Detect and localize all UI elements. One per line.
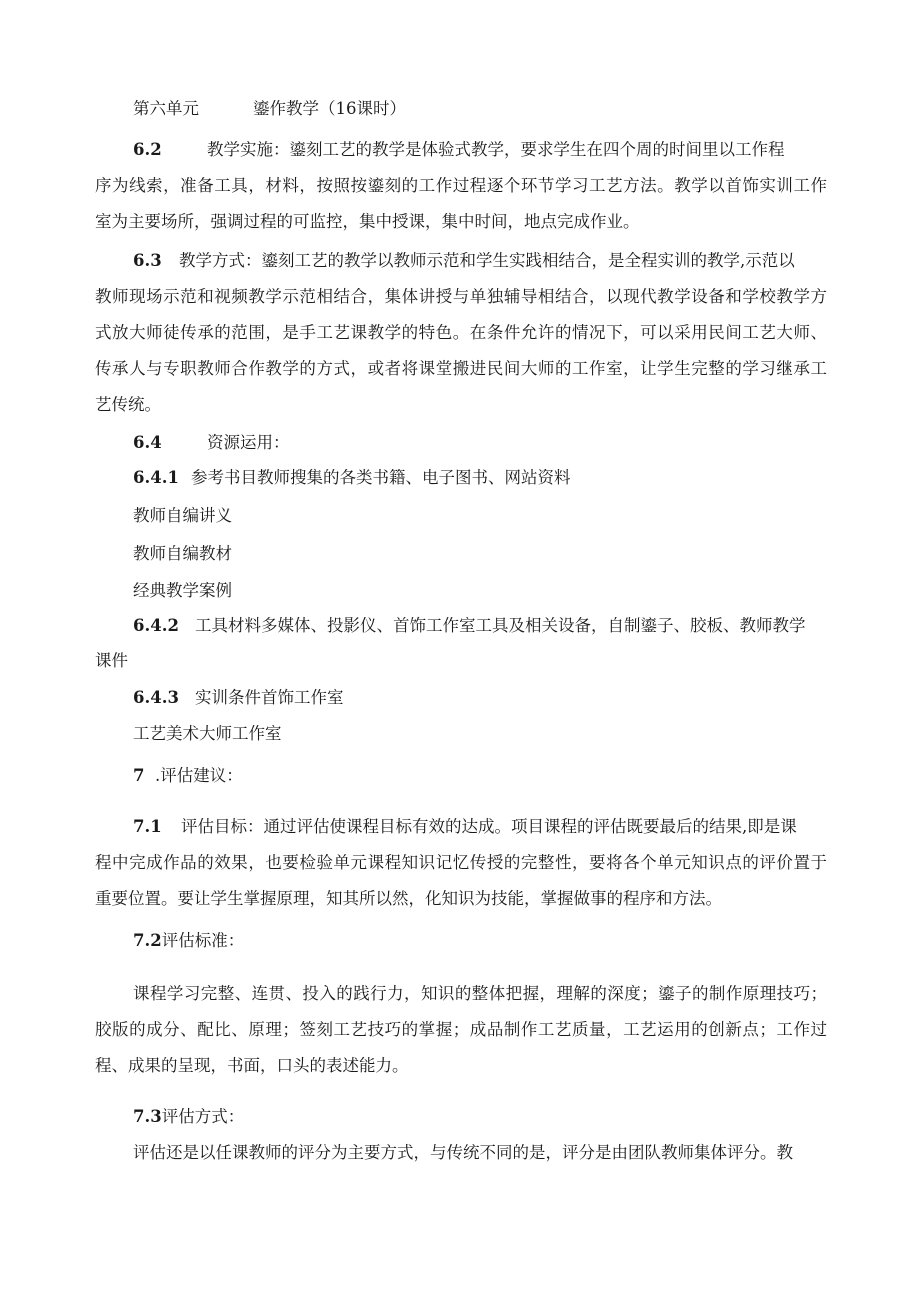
section-6-3-line-4: 传承人与专职教师合作教学的方式，或者将课堂搬进民间大师的工作室，让学生完整的学习继承工 xyxy=(95,359,827,378)
section-6-4-2-line-1 xyxy=(133,615,806,637)
unit-label: 第六单元 xyxy=(133,99,199,118)
section-6-2-line-3: 室为主要场所，强调过程的可监控，集中授课，集中时间，地点完成作业。 xyxy=(95,212,640,231)
section-6-3-line-2: 教师现场示范和视频教学示范相结合，集体讲授与单独辅导相结合，以现代教学设备和学校教学方 xyxy=(95,287,827,306)
section-number: 6.4.3 xyxy=(133,688,179,707)
section-6-2-line-2: 序为线索，准备工具，材料，按照按鎏刻的工作过程逐个环节学习工艺方法。教学以首饰实训工作 xyxy=(95,176,827,195)
section-7-1-line-2: 程中完成作品的效果，也要检验单元课程知识记忆传授的完整性，要将各个单元知识点的评价置于 xyxy=(95,853,827,872)
list-item: 经典教学案例 xyxy=(133,581,232,600)
section-number: 6.2 xyxy=(133,140,162,159)
section-6-4 xyxy=(133,432,290,454)
section-text: 实训条件首饰工作室 xyxy=(195,688,344,707)
section-7-2 xyxy=(133,930,244,952)
section-number: 7.3 xyxy=(133,1107,162,1126)
section-number: 6.3 xyxy=(133,251,162,270)
section-7 xyxy=(133,765,243,787)
section-7-1-line-3: 重要位置。要让学生掌握原理，知其所以然，化知识为技能，掌握做事的程序和方法。 xyxy=(95,889,722,908)
section-text: 资源运用： xyxy=(207,433,290,452)
section-7-3 xyxy=(133,1106,244,1128)
section-number: 7.1 xyxy=(133,817,162,836)
section-text: 工具材料多媒体、投影仪、首饰工作室工具及相关设备，自制鎏子、胶板、教师教学 xyxy=(195,616,806,635)
section-text: 教学方式：鎏刻工艺的教学以教师示范和学生实践相结合，是全程实训的教学,示范以 xyxy=(179,251,795,270)
section-number: 7 xyxy=(133,766,145,785)
section-6-3-line-1 xyxy=(133,250,795,272)
section-6-2-line-1 xyxy=(133,139,785,161)
list-item: 教师自编教材 xyxy=(133,544,232,563)
section-6-3-line-5: 艺传统。 xyxy=(95,395,161,414)
list-item: 工艺美术大师工作室 xyxy=(133,724,282,743)
section-number: 7.2 xyxy=(133,931,162,950)
section-7-2-line-2: 胶版的成分、配比、原理；签刻工艺技巧的掌握；成品制作工艺质量，工艺运用的创新点；工作过 xyxy=(95,1020,827,1039)
section-6-4-1 xyxy=(133,467,571,489)
section-text: 评估方式： xyxy=(161,1107,245,1126)
section-6-3-line-3: 式放大师徒传承的范围，是手工艺课教学的特色。在条件允许的情况下，可以采用民间工艺大师、 xyxy=(95,323,827,342)
unit-title: 鎏作教学（16课时） xyxy=(253,99,406,118)
section-text: 评估目标：通过评估使课程目标有效的达成。项目课程的评估既要最后的结果,即是课 xyxy=(181,817,797,836)
unit-heading xyxy=(133,98,406,120)
section-7-2-line-1: 课程学习完整、连贯、投入的践行力，知识的整体把握，理解的深度；鎏子的制作原理技巧； xyxy=(133,984,827,1003)
section-7-3-line-1: 评估还是以任课教师的评分为主要方式，与传统不同的是，评分是由团队教师集体评分。教 xyxy=(133,1143,793,1162)
section-6-4-2-line-2: 课件 xyxy=(95,651,128,670)
section-number: 6.4 xyxy=(133,433,162,452)
section-text: 参考书目教师搜集的各类书籍、电子图书、网站资料 xyxy=(191,468,571,487)
section-7-2-line-3: 程、成果的呈现，书面，口头的表述能力。 xyxy=(95,1056,409,1075)
list-item: 教师自编讲义 xyxy=(133,506,232,525)
section-number: 6.4.2 xyxy=(133,616,179,635)
section-text: 评估标准： xyxy=(161,931,245,950)
section-7-1-line-1 xyxy=(133,816,797,838)
section-6-4-3 xyxy=(133,687,344,709)
section-number: 6.4.1 xyxy=(133,468,179,487)
section-text: 教学实施：鎏刻工艺的教学是体验式教学，要求学生在四个周的时间里以工作程 xyxy=(207,140,785,159)
section-text: .评估建议： xyxy=(155,766,243,785)
